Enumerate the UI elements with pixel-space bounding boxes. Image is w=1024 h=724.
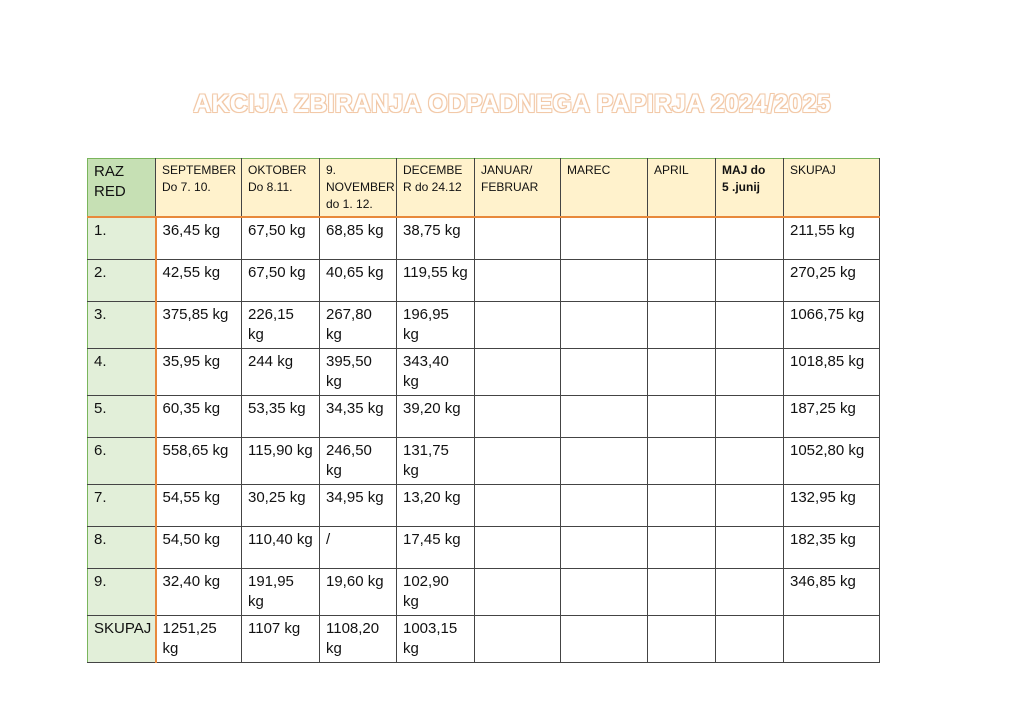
table-cell xyxy=(648,616,716,663)
table-cell: 13,20 kg xyxy=(397,485,475,527)
table-cell xyxy=(475,616,561,663)
table-cell: 39,20 kg xyxy=(397,396,475,438)
table-cell xyxy=(561,438,648,485)
paper-collection-table xyxy=(87,158,880,663)
row-label-cell: 4. xyxy=(88,349,156,396)
table-cell: 270,25 kg xyxy=(784,260,880,302)
table-cell xyxy=(716,217,784,260)
table-cell xyxy=(716,438,784,485)
table-row xyxy=(88,569,880,616)
table-cell: 54,55 kg xyxy=(156,485,242,527)
table-cell: 1107 kg xyxy=(242,616,320,663)
table-cell: 1066,75 kg xyxy=(784,302,880,349)
table-cell: 375,85 kg xyxy=(156,302,242,349)
table-cell xyxy=(475,396,561,438)
table-cell xyxy=(475,349,561,396)
row-label-cell: 5. xyxy=(88,396,156,438)
table-cell: 30,25 kg xyxy=(242,485,320,527)
header-cell-oktober: OKTOBER Do 8.11. xyxy=(242,159,320,218)
table-cell xyxy=(648,485,716,527)
row-label-cell: 6. xyxy=(88,438,156,485)
table-cell: 35,95 kg xyxy=(156,349,242,396)
table-cell: 53,35 kg xyxy=(242,396,320,438)
header-cell-skupaj: SKUPAJ xyxy=(784,159,880,218)
header-cell-maj: MAJ do 5 .junij xyxy=(716,159,784,218)
table-cell: 19,60 kg xyxy=(320,569,397,616)
table-cell: 17,45 kg xyxy=(397,527,475,569)
table-cell xyxy=(784,616,880,663)
row-label-cell: 1. xyxy=(88,217,156,260)
table-row xyxy=(88,217,880,260)
table-cell: 558,65 kg xyxy=(156,438,242,485)
table-row xyxy=(88,349,880,396)
table-row xyxy=(88,485,880,527)
table-cell xyxy=(716,485,784,527)
header-cell-november: 9. NOVEMBER do 1. 12. xyxy=(320,159,397,218)
table-cell xyxy=(475,438,561,485)
table-cell: 395,50 kg xyxy=(320,349,397,396)
table-cell xyxy=(561,302,648,349)
table-cell: 36,45 kg xyxy=(156,217,242,260)
table-cell: 67,50 kg xyxy=(242,260,320,302)
header-cell-september: SEPTEMBER Do 7. 10. xyxy=(156,159,242,218)
table-row xyxy=(88,527,880,569)
table-cell xyxy=(716,260,784,302)
table-cell xyxy=(475,302,561,349)
row-label-cell: 8. xyxy=(88,527,156,569)
table-cell: 1251,25 kg xyxy=(156,616,242,663)
header-cell-raz-red: RAZ RED xyxy=(88,159,156,218)
table-cell xyxy=(561,527,648,569)
table-cell: 132,95 kg xyxy=(784,485,880,527)
table-cell: 34,95 kg xyxy=(320,485,397,527)
table-cell: 110,40 kg xyxy=(242,527,320,569)
table-cell: 68,85 kg xyxy=(320,217,397,260)
table-row xyxy=(88,438,880,485)
table-cell: 42,55 kg xyxy=(156,260,242,302)
page-title: AKCIJA ZBIRANJA ODPADNEGA PAPIRJA 2024/2025 xyxy=(193,90,831,118)
table-cell: 32,40 kg xyxy=(156,569,242,616)
table-cell: 115,90 kg xyxy=(242,438,320,485)
table-cell xyxy=(648,217,716,260)
table-cell: 1052,80 kg xyxy=(784,438,880,485)
row-label-cell: 2. xyxy=(88,260,156,302)
table-cell xyxy=(648,302,716,349)
table-cell xyxy=(716,527,784,569)
table-cell: 343,40 kg xyxy=(397,349,475,396)
table-cell: 119,55 kg xyxy=(397,260,475,302)
table-cell: 34,35 kg xyxy=(320,396,397,438)
table-cell xyxy=(648,438,716,485)
table-cell xyxy=(648,527,716,569)
table-cell xyxy=(561,349,648,396)
table-cell: 226,15 kg xyxy=(242,302,320,349)
table-cell: 60,35 kg xyxy=(156,396,242,438)
table-cell xyxy=(648,260,716,302)
table-cell xyxy=(475,569,561,616)
table-cell: 1108,20 kg xyxy=(320,616,397,663)
row-label-cell: SKUPAJ xyxy=(88,616,156,663)
table-cell xyxy=(716,396,784,438)
table-cell: 1003,15 kg xyxy=(397,616,475,663)
table-cell xyxy=(475,217,561,260)
table-cell: 131,75 kg xyxy=(397,438,475,485)
table-cell xyxy=(475,527,561,569)
table-cell: 187,25 kg xyxy=(784,396,880,438)
table-cell xyxy=(716,349,784,396)
table-cell: 244 kg xyxy=(242,349,320,396)
header-cell-marec: MAREC xyxy=(561,159,648,218)
table-cell xyxy=(561,569,648,616)
table-body xyxy=(88,217,880,663)
table-cell xyxy=(716,302,784,349)
table-cell: 1018,85 kg xyxy=(784,349,880,396)
table-cell xyxy=(716,569,784,616)
table-cell: 67,50 kg xyxy=(242,217,320,260)
table-cell xyxy=(475,485,561,527)
table-cell: 346,85 kg xyxy=(784,569,880,616)
table-cell xyxy=(561,485,648,527)
table-cell: 102,90 kg xyxy=(397,569,475,616)
table-cell xyxy=(561,616,648,663)
table-cell: 54,50 kg xyxy=(156,527,242,569)
table-row xyxy=(88,302,880,349)
table-row xyxy=(88,260,880,302)
table-cell: 182,35 kg xyxy=(784,527,880,569)
header-cell-december: DECEMBE R do 24.12 xyxy=(397,159,475,218)
header-cell-januar-februar: JANUAR/ FEBRUAR xyxy=(475,159,561,218)
table-cell xyxy=(648,349,716,396)
table-cell xyxy=(561,217,648,260)
table-row xyxy=(88,616,880,663)
table-cell xyxy=(716,616,784,663)
row-label-cell: 3. xyxy=(88,302,156,349)
table-cell: 211,55 kg xyxy=(784,217,880,260)
table-cell xyxy=(648,569,716,616)
table-cell: 38,75 kg xyxy=(397,217,475,260)
table-row xyxy=(88,396,880,438)
table-cell: 246,50 kg xyxy=(320,438,397,485)
table-cell xyxy=(475,260,561,302)
table-cell xyxy=(561,396,648,438)
row-label-cell: 7. xyxy=(88,485,156,527)
table-cell: 196,95 kg xyxy=(397,302,475,349)
row-label-cell: 9. xyxy=(88,569,156,616)
header-cell-april: APRIL xyxy=(648,159,716,218)
table-cell: 267,80 kg xyxy=(320,302,397,349)
table-cell: / xyxy=(320,527,397,569)
table-header-row xyxy=(88,159,880,218)
table-cell: 40,65 kg xyxy=(320,260,397,302)
table-cell xyxy=(648,396,716,438)
table-cell: 191,95 kg xyxy=(242,569,320,616)
table-cell xyxy=(561,260,648,302)
